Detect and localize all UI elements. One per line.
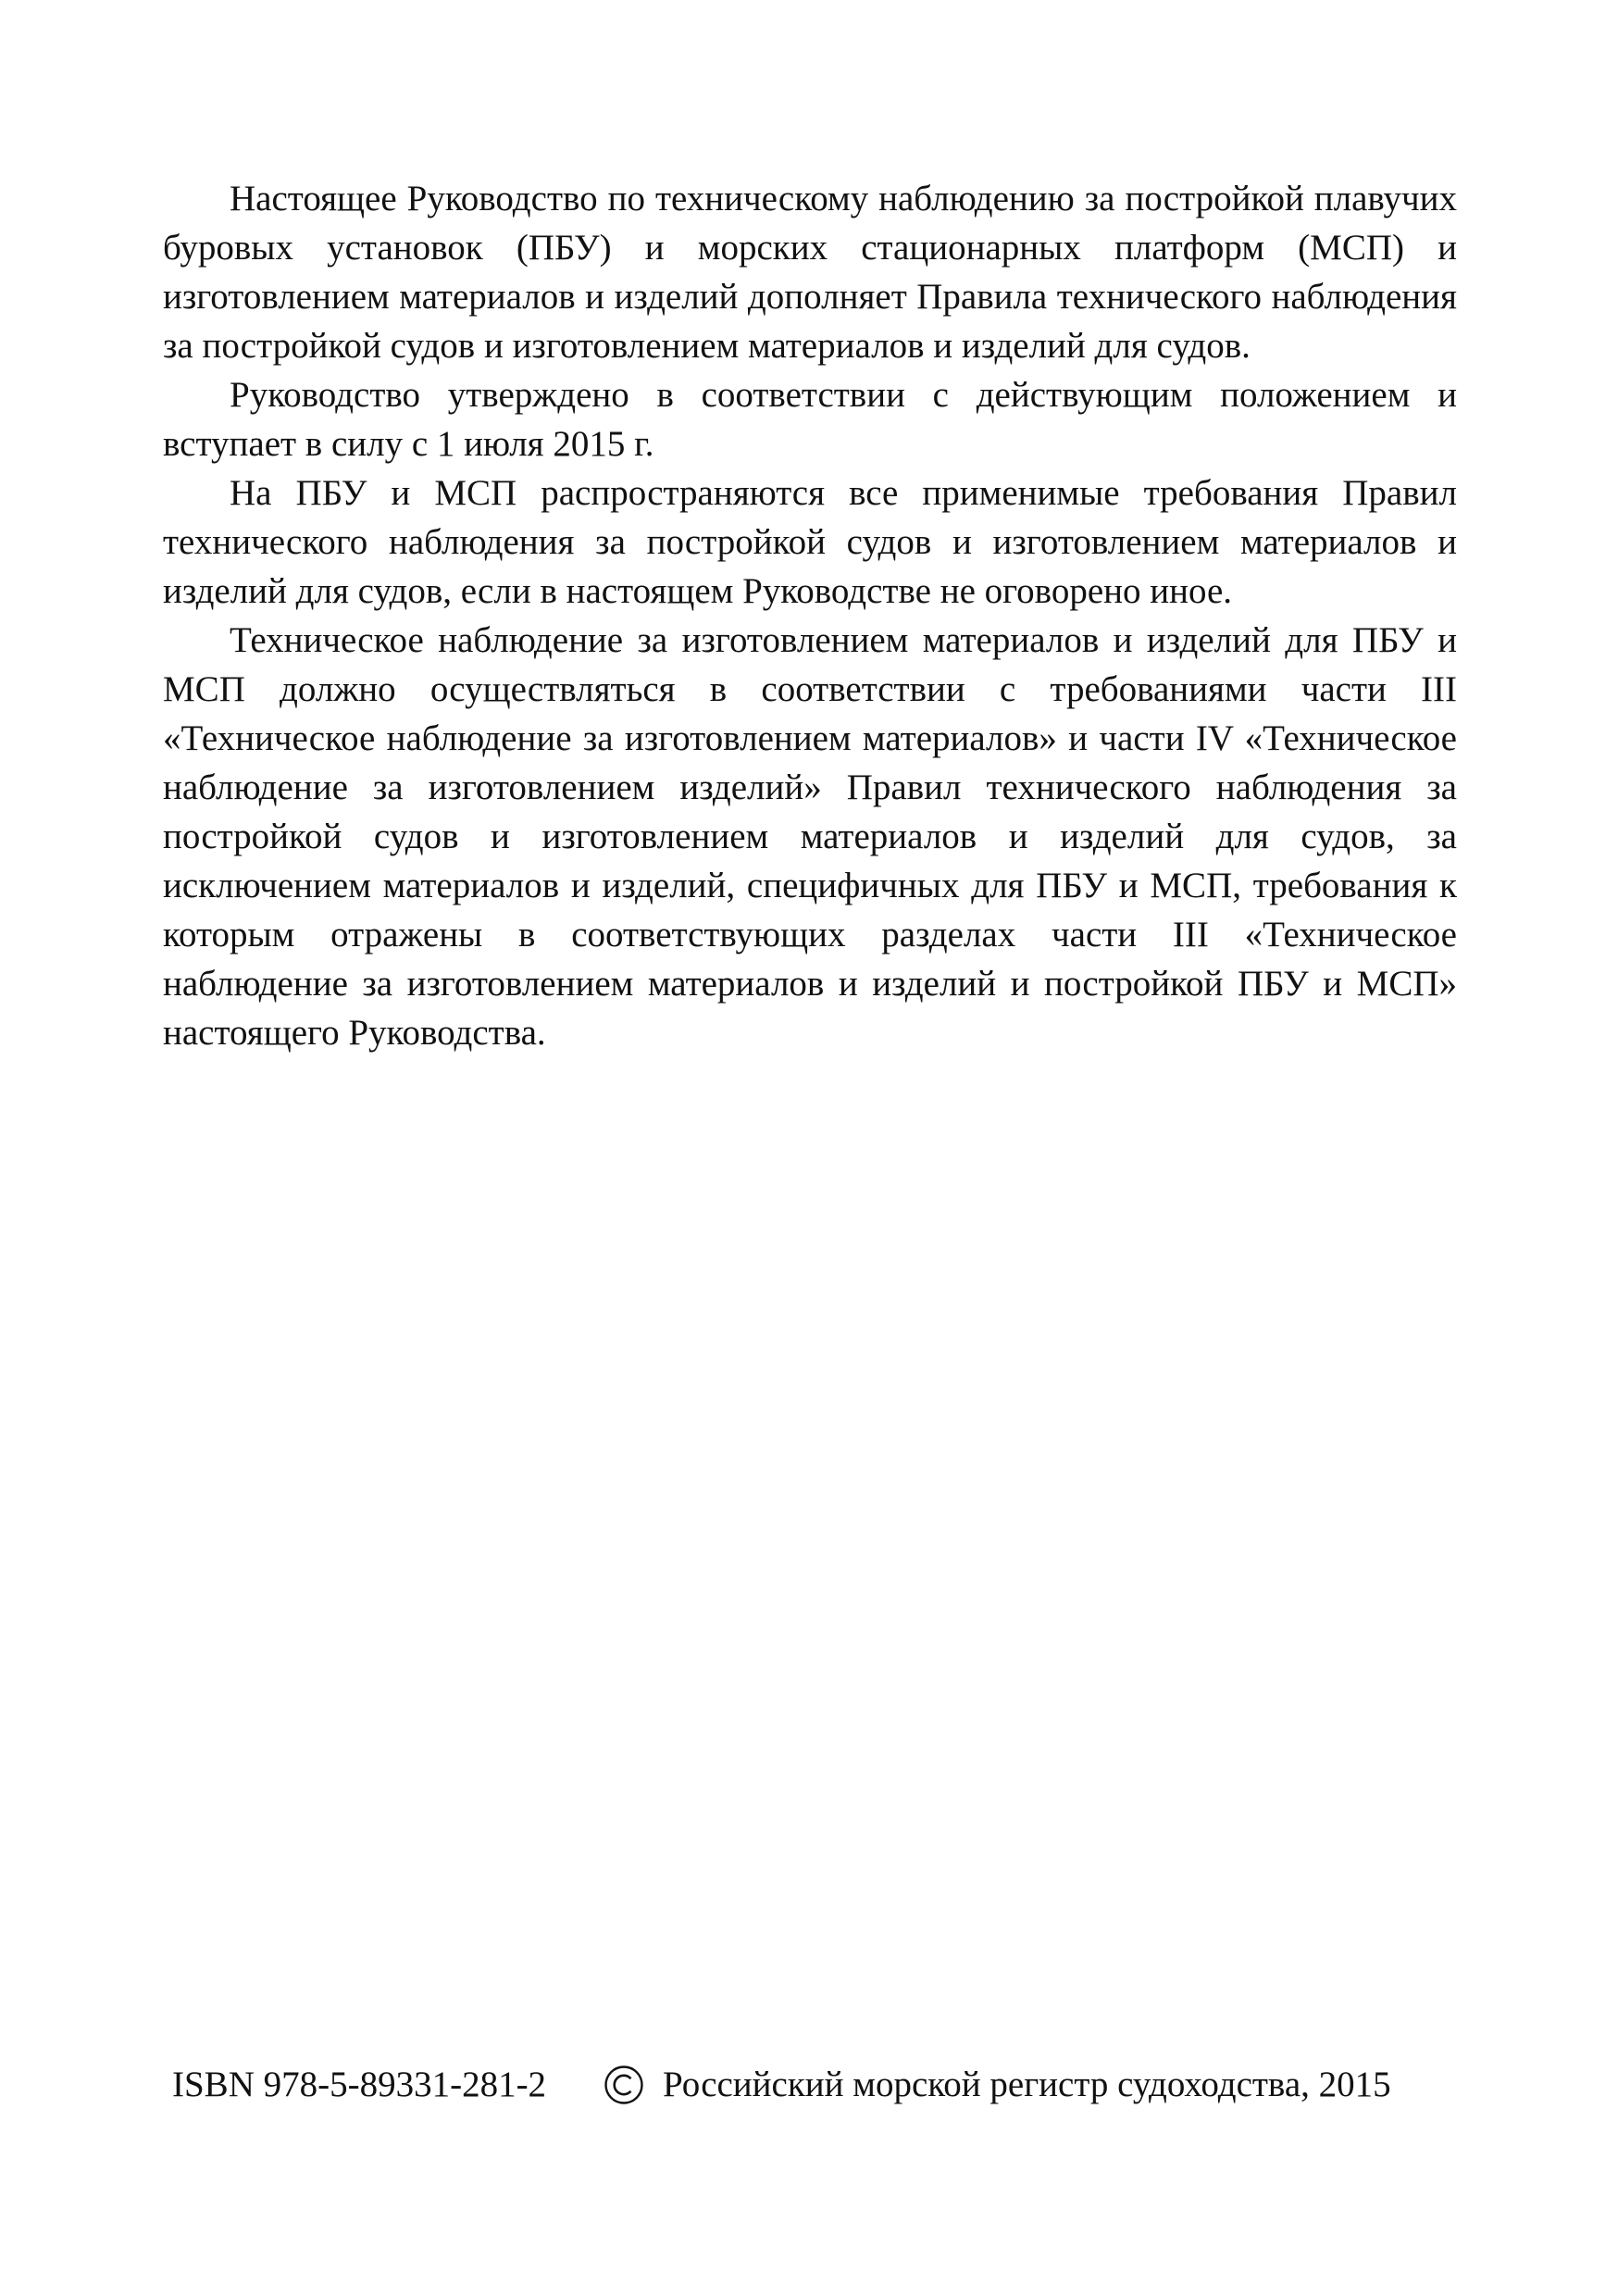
- paragraph-approval: Руководство утверждено в соответствии с действующим положением и вступает в силу с 1 июля 2015 г.: [163, 375, 1457, 464]
- copyright-notice: [604, 2057, 1391, 2113]
- copyright-icon: [604, 2065, 644, 2105]
- paragraph-applicability: На ПБУ и МСП распространяются все применимые требования Правил технического наблюдения за постройкой судов и изготовлением материалов и изделий для судов, если в настоящем Руководстве не оговорено иное.: [163, 473, 1457, 611]
- imprint-footer: [172, 2057, 1459, 2113]
- copyright-holder: Российский морской регистр судоходства, 2015: [663, 2065, 1391, 2104]
- paragraph-introduction: Настоящее Руководство по техническому наблюдению за постройкой плавучих буровых установок (ПБУ) и морских стационарных платформ (МСП) и изготовлением материалов и изделий дополняет Правила технического наблюдения за постройкой судов и изготовлением материалов и изделий для судов.: [163, 179, 1457, 366]
- document-body: [163, 174, 1457, 1057]
- paragraph-materials-survey: Техническое наблюдение за изготовлением материалов и изделий для ПБУ и МСП должно осуществляться в соответствии с требованиями части III «Техническое наблюдение за изготовлением материалов» и части IV «Техническое наблюдение за изготовлением изделий» Правил технического наблюдения за постройкой судов и изготовлением материалов и изделий для судов, за исключением материалов и изделий, специфичных для ПБУ и МСП, требования к которым отражены в соответствующих разделах части III «Техническое наблюдение за изготовлением материалов и изделий и постройкой ПБУ и МСП» настоящего Руководства.: [163, 620, 1457, 1053]
- isbn-number: ISBN 978-5-89331-281-2: [172, 2065, 547, 2104]
